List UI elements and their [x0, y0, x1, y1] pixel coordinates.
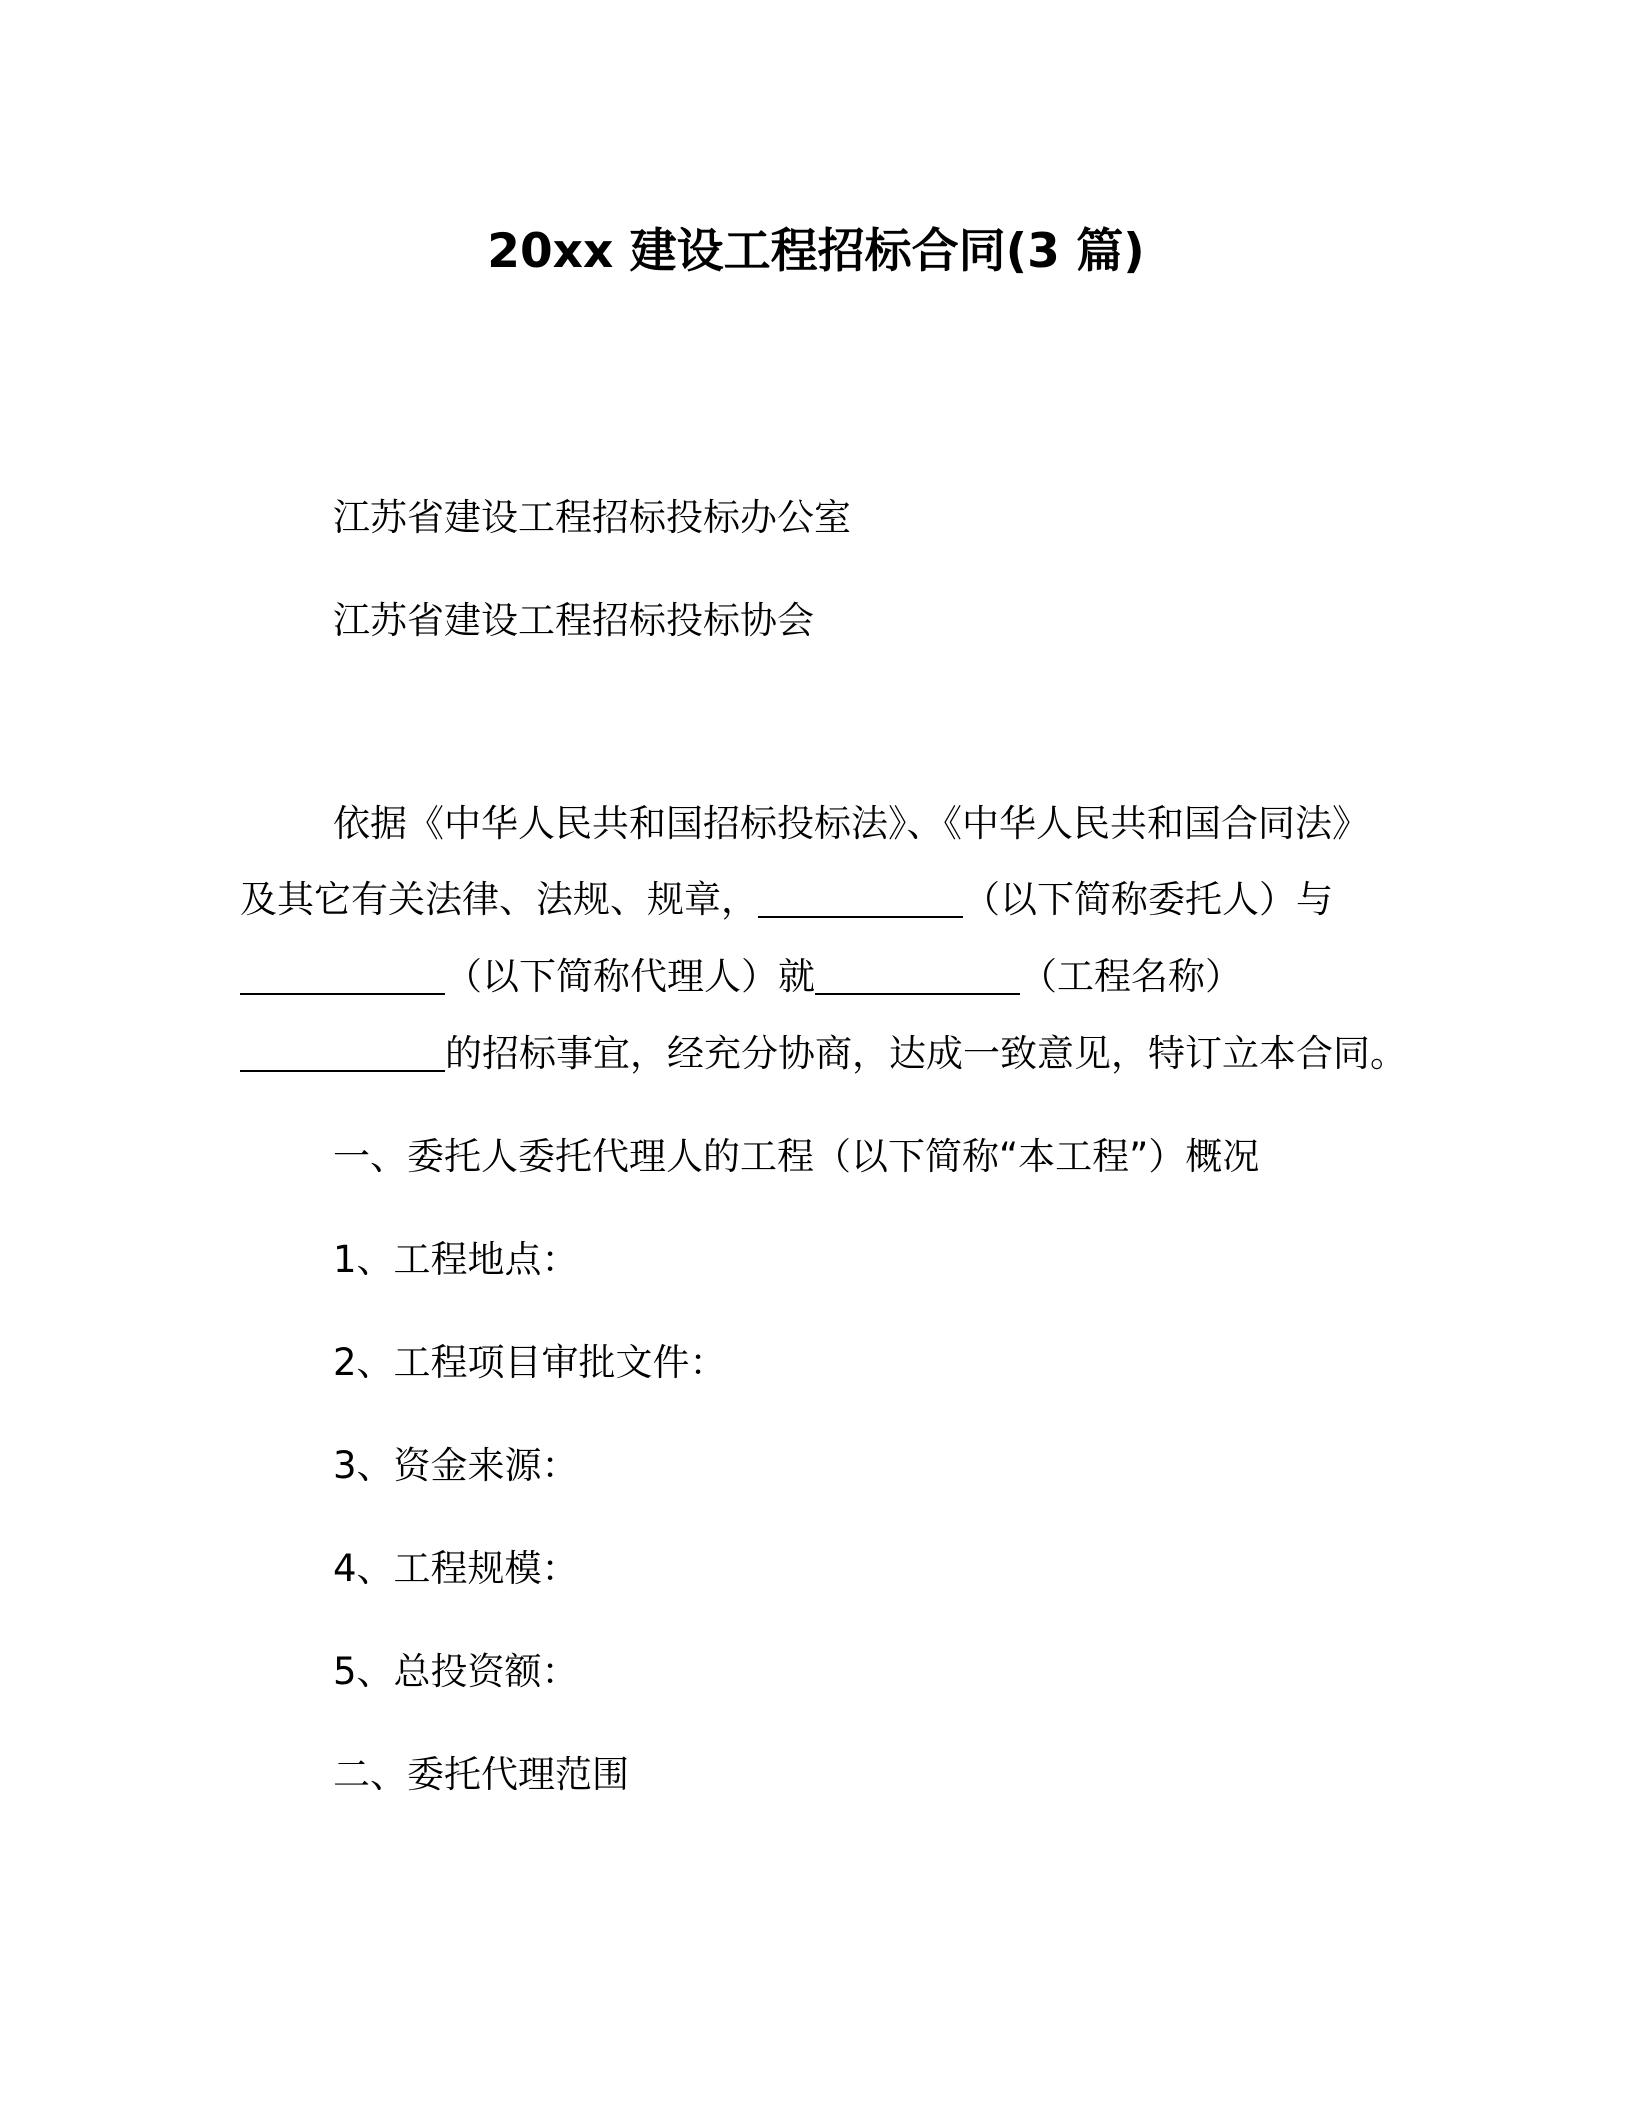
agent-blank	[240, 955, 445, 995]
section-1-item: 5、总投资额：	[333, 1650, 579, 1693]
issuer-office: 江苏省建设工程招标投标办公室	[333, 496, 851, 539]
principal-blank	[758, 878, 963, 918]
section-2-heading: 二、委托代理范围	[333, 1753, 629, 1796]
section-1-item: 2、工程项目审批文件：	[333, 1341, 727, 1384]
section-1-item: 1、工程地点：	[333, 1238, 579, 1281]
preamble-line-3-suffix: （工程名称）	[1020, 955, 1242, 998]
preamble-line-4	[240, 1030, 1407, 1078]
preamble-line-2-suffix: （以下简称委托人）与	[963, 878, 1333, 921]
project-name-blank	[815, 955, 1020, 995]
preamble-line-2-prefix: 及其它有关法律、法规、规章，	[240, 878, 758, 921]
preamble-line-1: 依据《中华人民共和国招标投标法》、《中华人民共和国合同法》	[333, 802, 1369, 845]
issuer-association: 江苏省建设工程招标投标协会	[333, 599, 814, 642]
section-1-heading: 一、委托人委托代理人的工程（以下简称“本工程”）概况	[333, 1135, 1260, 1178]
document-title: 20xx 建设工程招标合同(3 篇)	[487, 224, 1145, 279]
project-name-blank-continued	[240, 1032, 445, 1072]
preamble-line-2	[240, 876, 1333, 924]
section-1-item: 4、工程规模：	[333, 1547, 579, 1590]
preamble-line-3	[240, 953, 1242, 1001]
preamble-line-4-suffix: 的招标事宜，经充分协商，达成一致意见，特订立本合同。	[445, 1032, 1407, 1075]
preamble-line-3-middle: （以下简称代理人）就	[445, 955, 815, 998]
section-1-item: 3、资金来源：	[333, 1444, 579, 1487]
